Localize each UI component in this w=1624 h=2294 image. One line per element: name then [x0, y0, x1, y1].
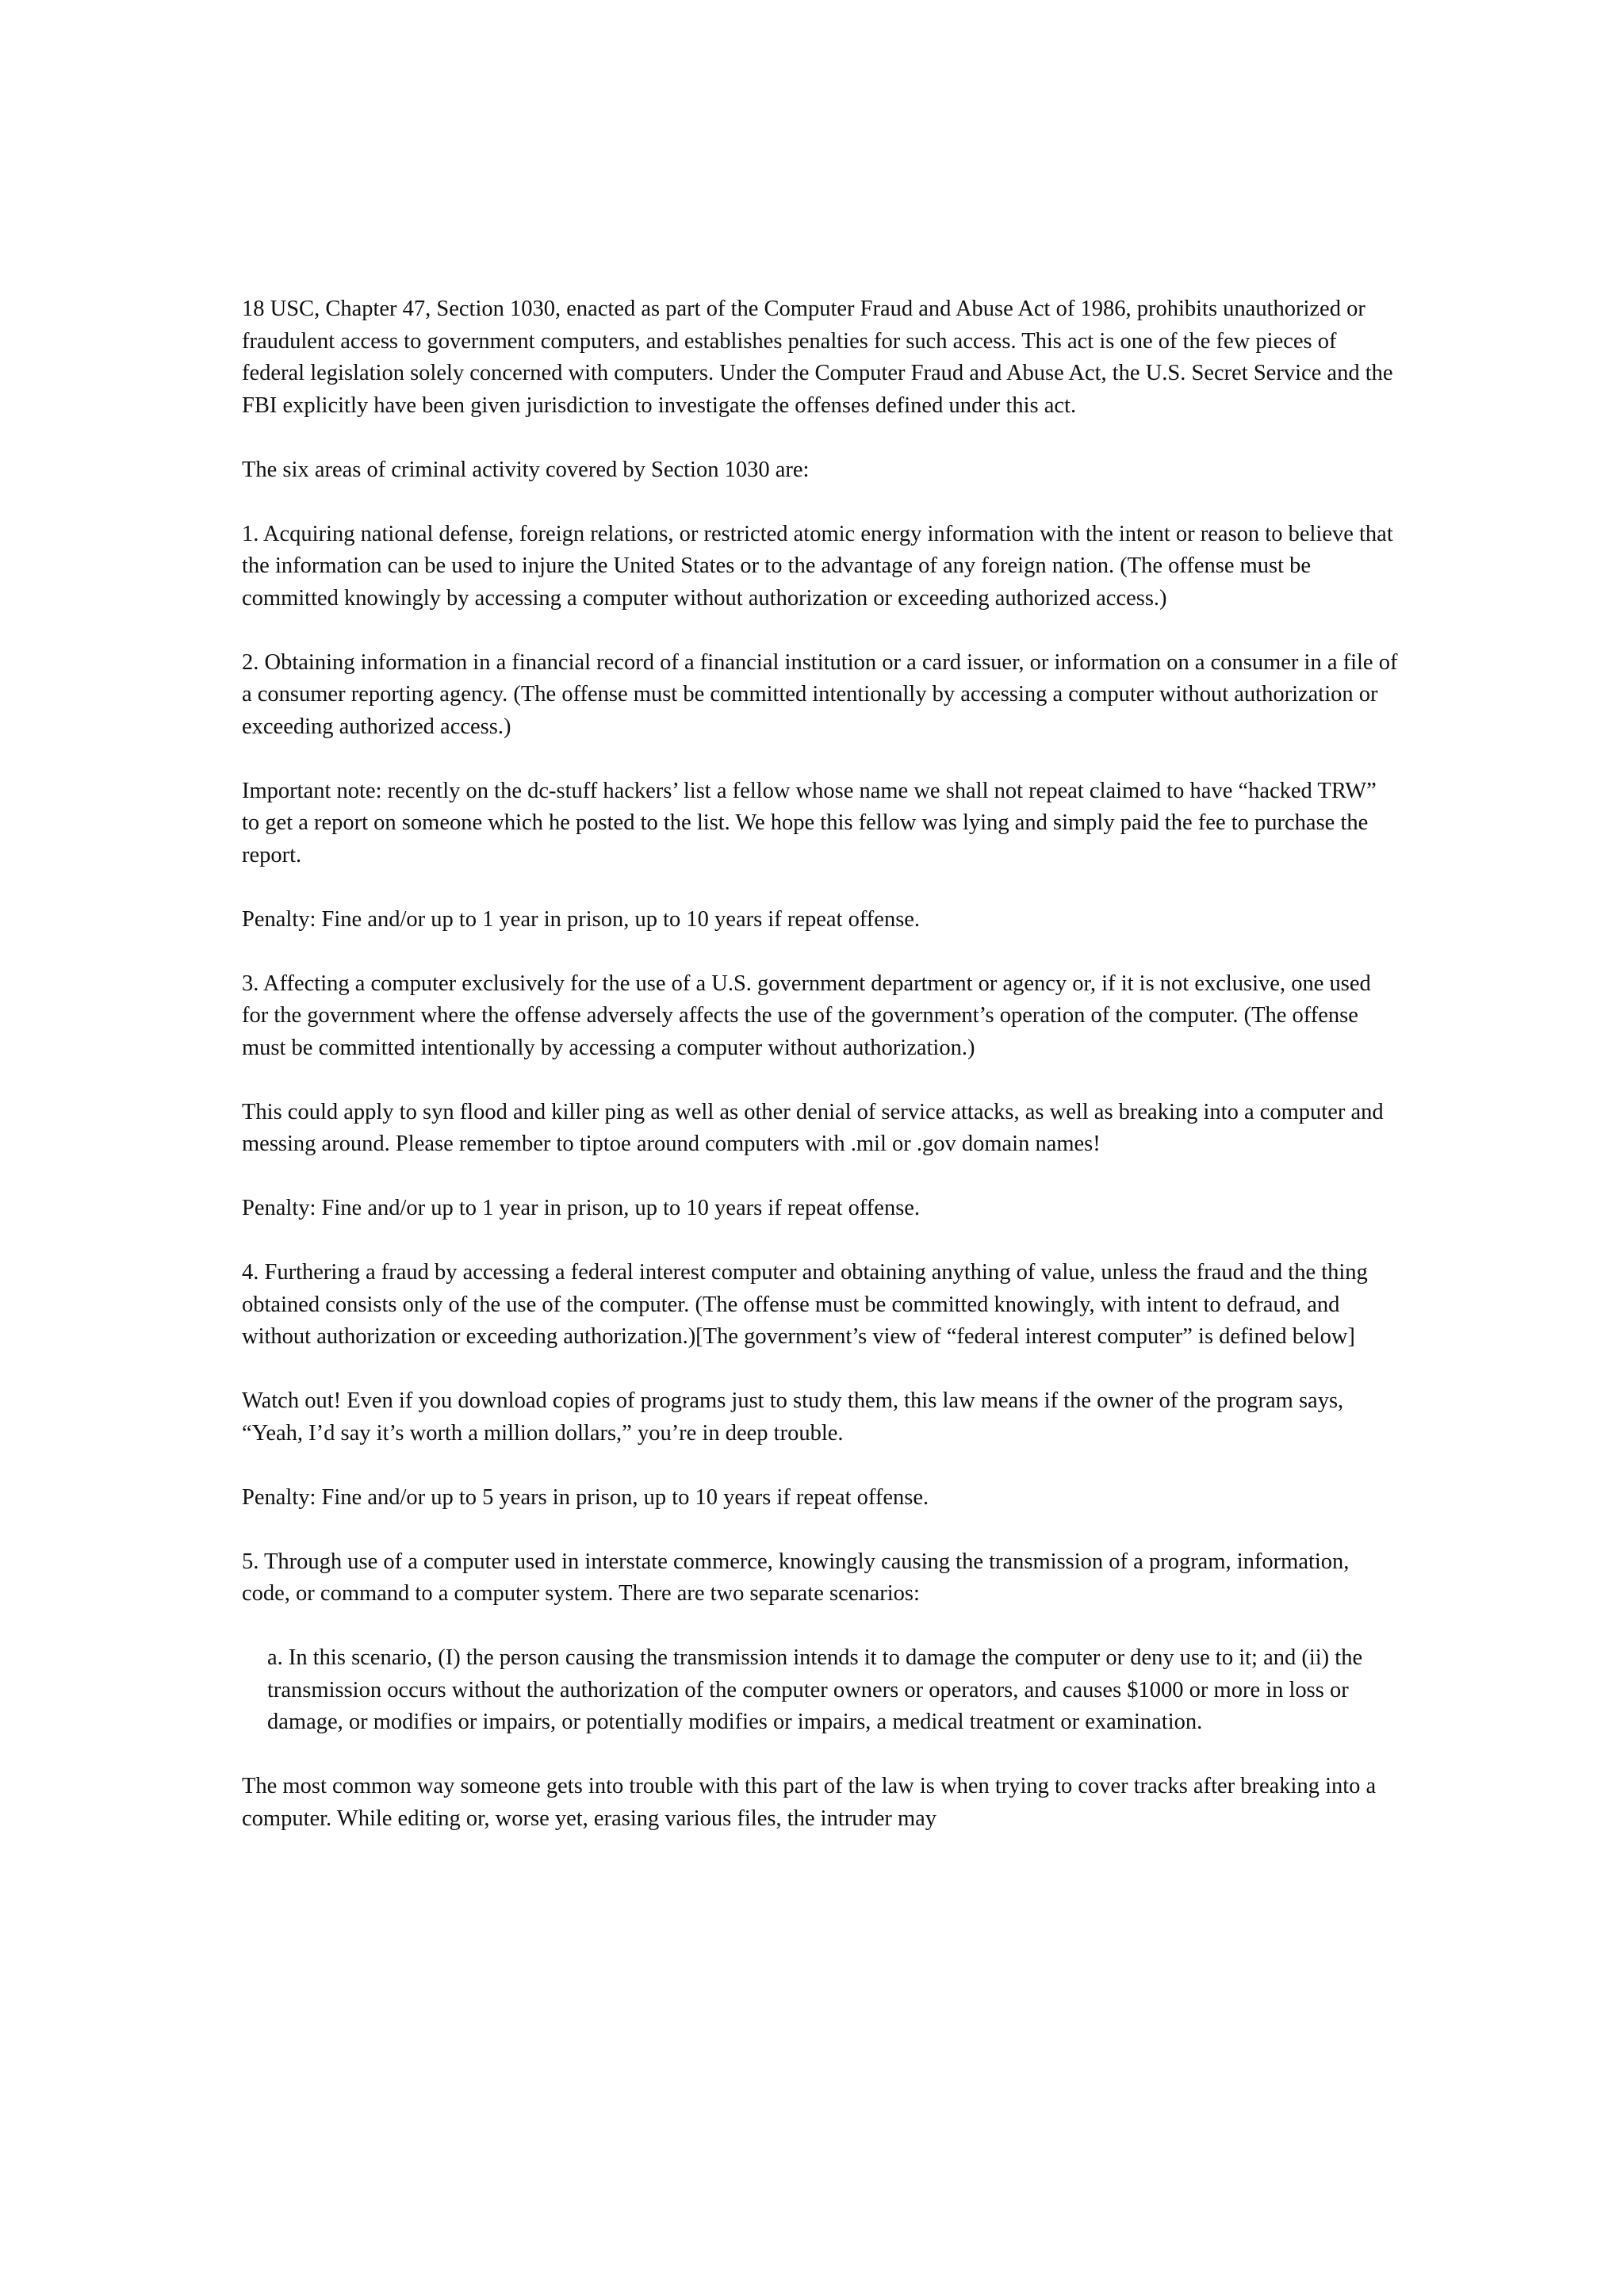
document-body	[242, 293, 1400, 1867]
penalty-item-2: Penalty: Fine and/or up to 1 year in prison, up to 10 years if repeat offense.	[242, 906, 921, 932]
penalty-item-3: Penalty: Fine and/or up to 1 year in prison, up to 10 years if repeat offense.	[242, 1196, 921, 1220]
criminal-activity-heading: The six areas of criminal activity covered by Section 1030 are:	[242, 457, 810, 482]
penalty-item-4: Penalty: Fine and/or up to 5 years in prison, up to 10 years if repeat offense.	[242, 1484, 929, 1510]
cover-tracks-paragraph: The most common way someone gets into trouble with this part of the law is when trying to cover tracks after breaking into a computer. While editing or, worse yet, erasing various files, the intruder may	[242, 1774, 1377, 1831]
intro-paragraph: 18 USC, Chapter 47, Section 1030, enacted as part of the Computer Fraud and Abuse Act of 1986, prohibits unauthorized or fraudulent access to government computers, and establishes penalties for such access. This act is one of the few pieces of federal legislation solely concerned with computers. Under the Computer Fraud and Abuse Act, the U.S. Secret Service and the FBI explicitly have been given jurisdiction to investigate the offenses defined under this act.	[242, 297, 1393, 418]
important-note-paragraph: Important note: recently on the dc-stuff hackers’ list a fellow whose name we shall not repeat claimed to have “hacked TRW” to get a report on someone which he posted to the list. We hope this fellow was lying and simply paid the fee to purchase the report.	[242, 778, 1377, 867]
watch-out-note: Watch out! Even if you download copies of programs just to study them, this law means if the owner of the program says, “Yeah, I’d say it’s worth a million dollars,” you’re in deep trouble.	[242, 1388, 1344, 1446]
denial-of-service-note: This could apply to syn flood and killer ping as well as other denial of service attacks, as well as breaking into a computer and messing around. Please remember to tiptoe around computers with .mil or .gov domain names!	[242, 1099, 1384, 1156]
item-4-paragraph: 4. Furthering a fraud by accessing a federal interest computer and obtaining anything of value, unless the fraud and the thing obtained consists only of the use of the computer. (The offense must be committed knowingly, with intent to defraud, and without authorization or exceeding authorization.)[The government’s view of “federal interest computer” is defined below]	[242, 1260, 1368, 1349]
scenario-a-paragraph: a. In this scenario, (I) the person causing the transmission intends it to damage the computer or deny use to it; and (ii) the transmission occurs without the authorization of the computer owners or operators, and causes $1000 or more in loss or damage, or modifies or impairs, or potentially modifies or impairs, a medical treatment or examination.	[267, 1645, 1363, 1734]
item-5-paragraph: 5. Through use of a computer used in interstate commerce, knowingly causing the transmission of a program, information, code, or command to a computer system. There are two separate scenarios:	[242, 1549, 1350, 1606]
item-2-paragraph: 2. Obtaining information in a financial record of a financial institution or a card issuer, or information on a consumer in a file of a consumer reporting agency. (The offense must be committed intentionally by accessing a computer without authorization or exceeding authorized access.)	[242, 649, 1398, 739]
item-3-paragraph: 3. Affecting a computer exclusively for the use of a U.S. government department or agency or, if it is not exclusive, one used for the government where the offense adversely affects the use of the government’s operation of the computer. (The offense must be committed intentionally by accessing a computer without authorization.)	[242, 971, 1371, 1060]
item-1-paragraph: 1. Acquiring national defense, foreign relations, or restricted atomic energy information with the intent or reason to believe that the information can be used to injure the United States or to the advantage of any foreign nation. (The offense must be committed knowingly by accessing a computer without authorization or exceeding authorized access.)	[242, 521, 1393, 611]
